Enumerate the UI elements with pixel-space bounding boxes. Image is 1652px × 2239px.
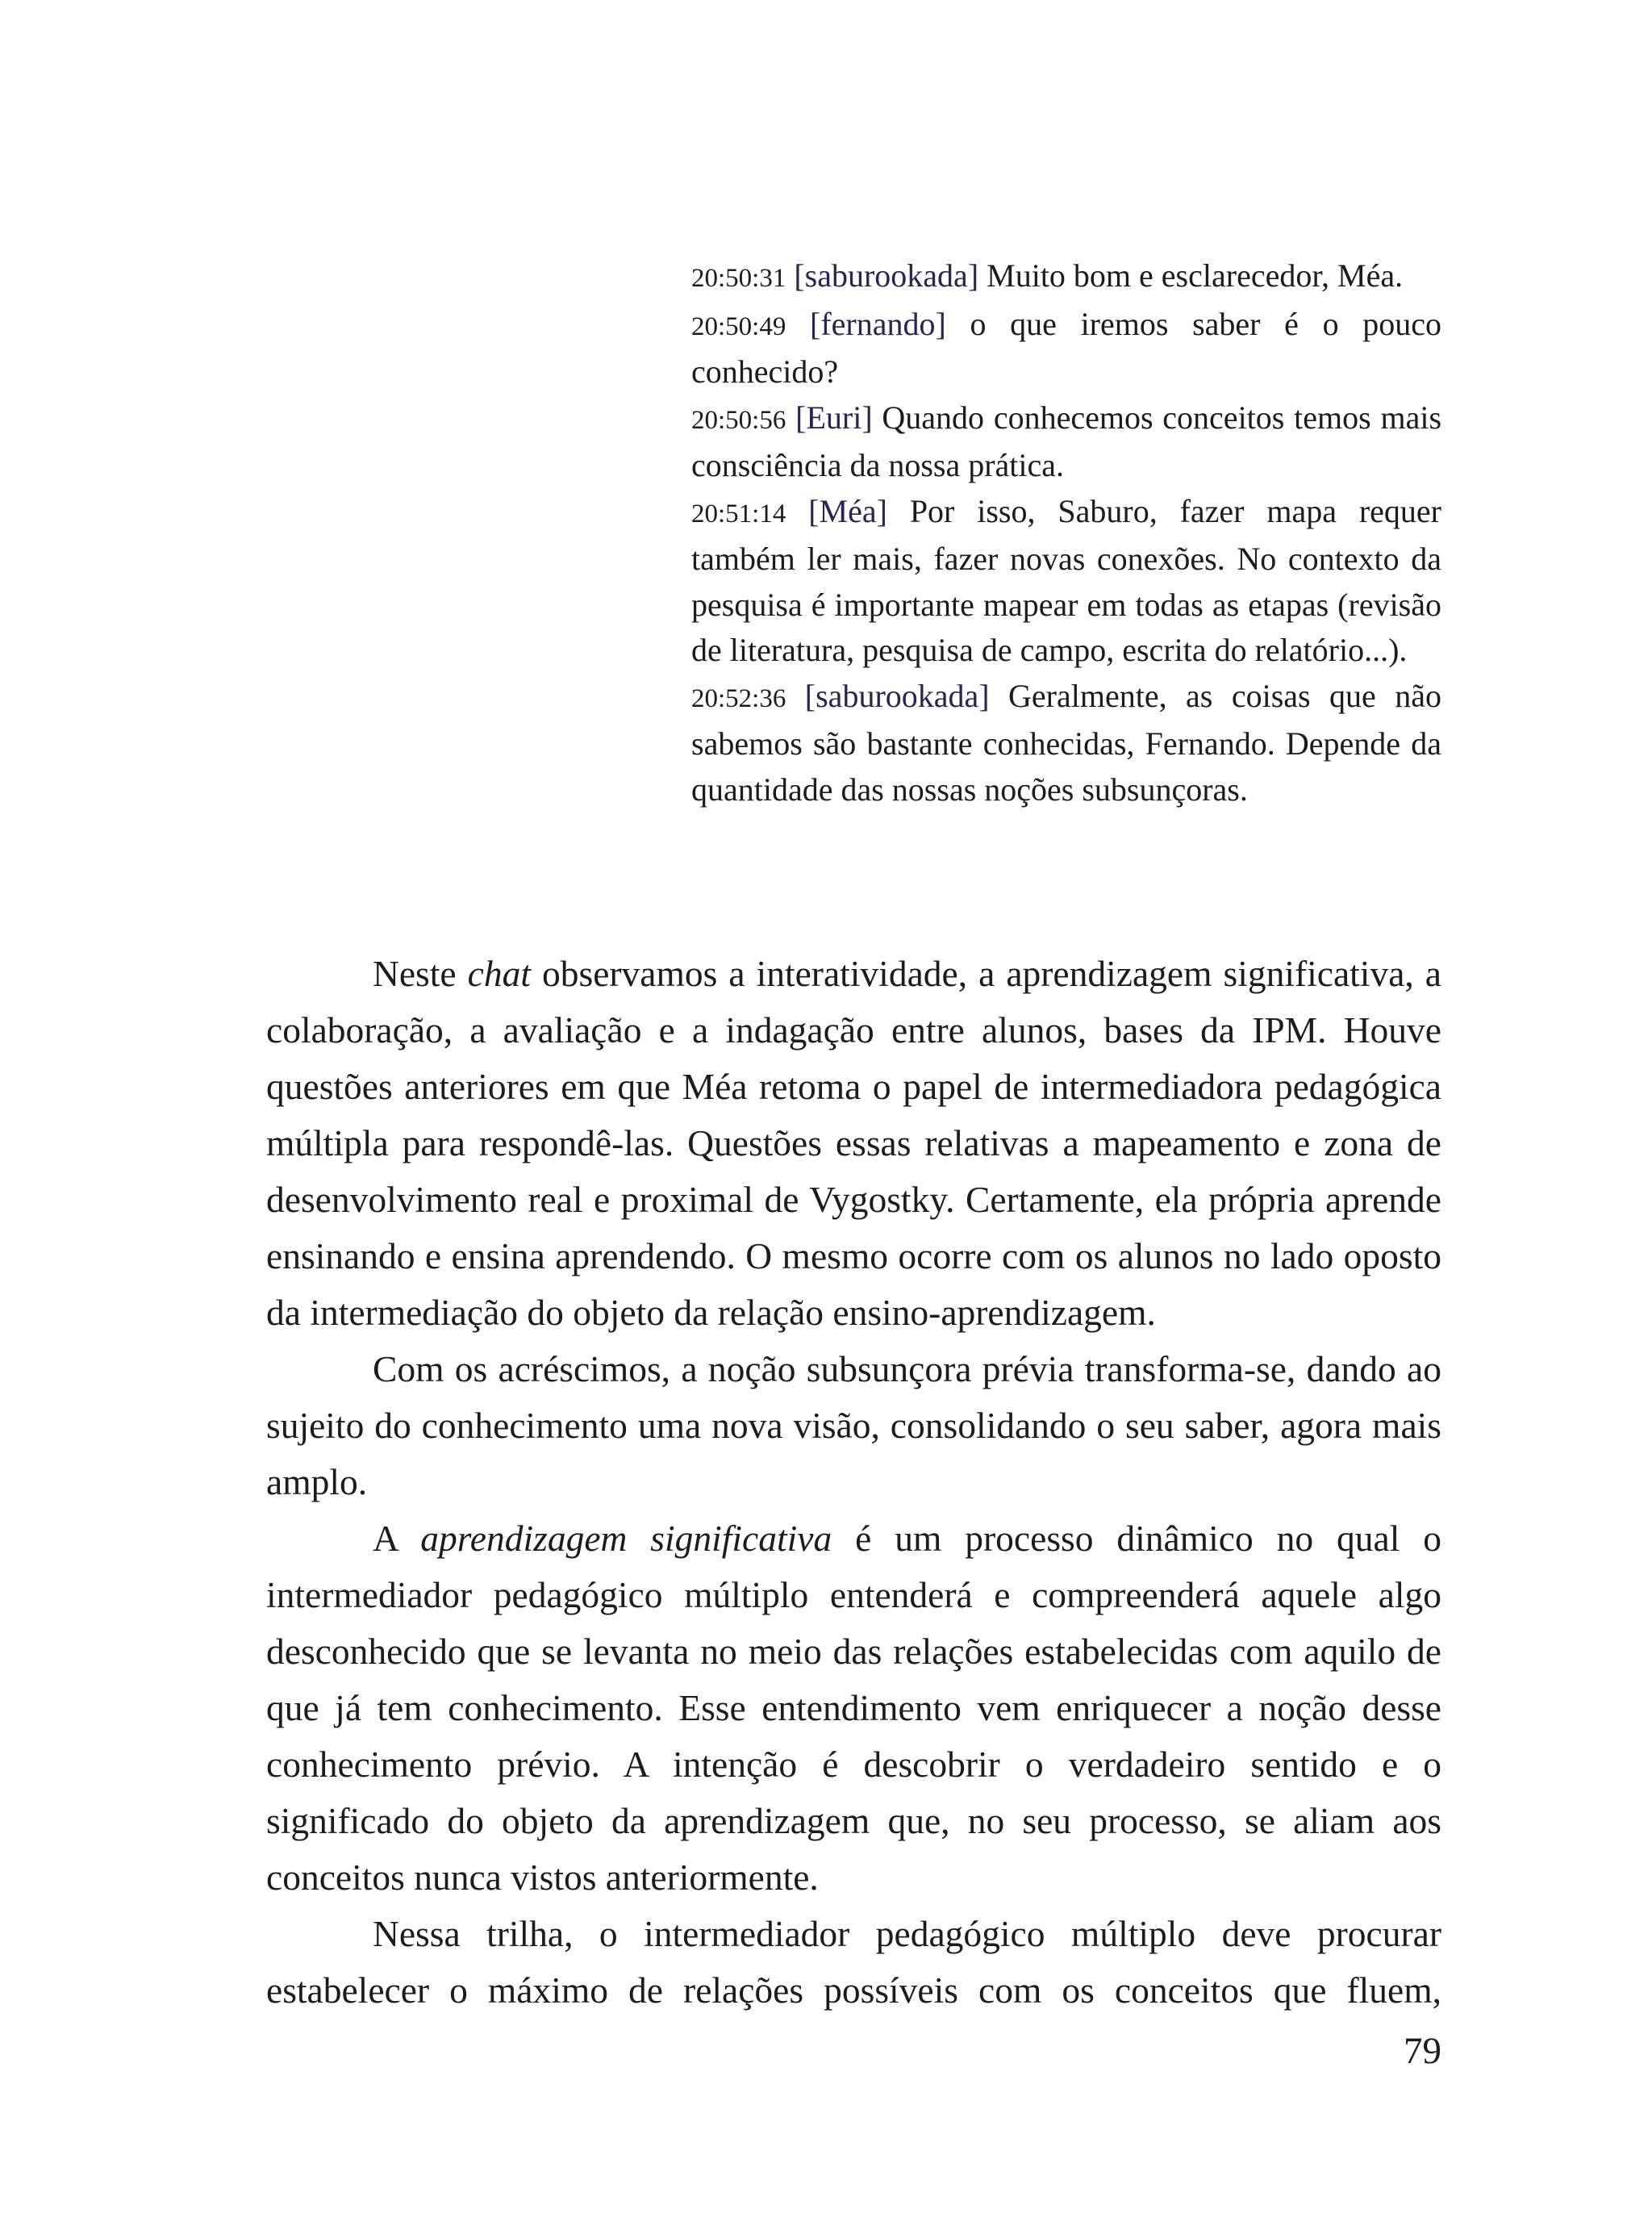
paragraph-text: observamos a interatividade, a aprendizagem significativa, a colaboração, a avaliação e a indagação entre alunos, bases da IPM. Houve questões anteriores em que Méa retoma o papel de intermediadora pedagógica múltipla para respondê-las. Questões essas relativas a mapeamento e zona de desenvolvimento real e proximal de Vygostky. Certamente, ela própria aprende ensinando e ensina aprendendo. O mesmo ocorre com os alunos no lado oposto da intermediação do objeto da relação ensino-aprendizagem. [266,953,1441,1333]
italic-term: aprendizagem significativa [420,1518,832,1559]
paragraph-text: Neste [373,953,468,994]
chat-username: [Euri] [795,399,873,436]
chat-transcript [691,253,1441,812]
chat-message-text: o que iremos saber é o pouco conhecido? [691,305,1441,390]
paragraph: Com os acréscimos, a noção subsunçora prévia transforma-se, dando ao sujeito do conhecimento uma nova visão, consolidando o seu saber, agora mais amplo. [266,1348,1441,1502]
chat-message [691,674,1441,813]
chat-timestamp: 20:52:36 [691,683,786,713]
paragraph: Nessa trilha, o intermediador pedagógico múltiplo deve procurar estabelecer o máximo de relações possíveis com os conceitos que fluem, [266,1913,1441,2011]
paragraph-text: é um processo dinâmico no qual o intermediador pedagógico múltiplo entenderá e compreenderá aquele algo desconhecido que se levanta no meio das relações estabelecidas com aquilo de que já tem conhecimento. Esse entendimento vem enriquecer a noção desse conhecimento prévio. A intenção é descobrir o verdadeiro sentido e o significado do objeto da aprendizagem que, no seu processo, se aliam aos conceitos nunca vistos anteriormente. [266,1518,1441,1898]
chat-username: [saburookada] [794,257,979,294]
chat-message [691,489,1441,674]
chat-message-text: Quando conhecemos conceitos temos mais consciência da nossa prática. [691,399,1442,483]
chat-username: [fernando] [810,305,946,342]
chat-message-text: Por isso, Saburo, fazer mapa requer também ler mais, fazer novas conexões. No contexto da pesquisa é importante mapear em todas as etapas (revisão de literatura, pesquisa de campo, escrita do relatório...). [691,492,1441,668]
italic-term: chat [467,953,531,994]
chat-timestamp: 20:50:31 [691,264,786,293]
paragraph [266,946,1441,1341]
chat-timestamp: 20:51:14 [691,499,786,528]
chat-message [691,395,1441,489]
chat-message [691,253,1441,302]
page-number: 79 [1404,2030,1441,2072]
paragraph-text: A [373,1518,421,1559]
paragraph [266,1510,1441,1906]
chat-message-text: Muito bom e esclarecedor, Méa. [978,257,1404,294]
chat-timestamp: 20:50:49 [691,311,786,341]
chat-message [691,302,1441,395]
chat-timestamp: 20:50:56 [691,405,786,435]
chat-username: [saburookada] [804,677,990,714]
chat-message-text: Geralmente, as coisas que não sabemos são bastante conhecidas, Fernando. Depende da quantidade das nossas noções subsunçoras. [691,677,1441,808]
body-text [266,946,1441,2019]
chat-username: [Méa] [808,492,887,529]
